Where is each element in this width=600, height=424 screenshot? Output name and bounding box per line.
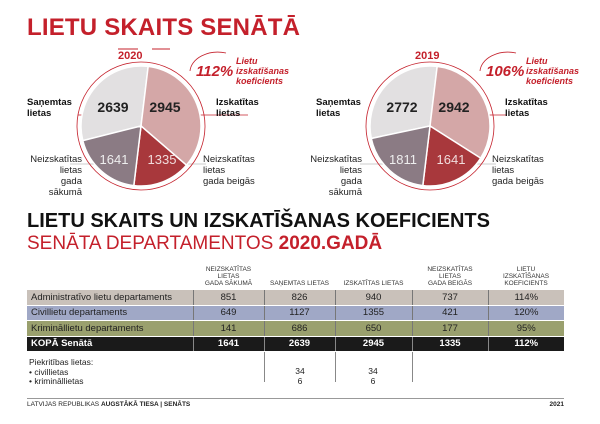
label-line: Saņemtas (27, 97, 72, 108)
pie-2019-label-received (316, 97, 361, 119)
label-line: koeficients (526, 76, 574, 86)
table-cell: 1641 (193, 336, 264, 352)
label-line: lietas (216, 108, 241, 119)
table-cell: 421 (412, 305, 488, 321)
header-line: GADA BEIGĀS (427, 280, 473, 287)
label-line: Neizskatītas (492, 154, 544, 165)
label-line: Izskatītas (216, 97, 259, 108)
table-cell: 1127 (264, 305, 335, 321)
note-divider (264, 352, 265, 382)
label-line: Neizskatītas (30, 154, 82, 165)
note-value: 6 (370, 375, 376, 386)
table-cell: 940 (335, 290, 412, 305)
label-line: Neizskatītas (203, 154, 255, 165)
table-cell: 2639 (264, 336, 335, 352)
label-line: lietas (316, 108, 341, 119)
table-cell-department: Administratīvo lietu departaments (27, 290, 193, 305)
pie-2019-processed-value: 2942 (438, 99, 470, 115)
pie-2019-year: 2019 (415, 50, 440, 62)
label-line: lietas (59, 165, 82, 176)
table-cell: 141 (193, 321, 264, 337)
header-line: LIETAS (439, 273, 461, 280)
table-cell: 2945 (335, 336, 412, 352)
pie-2020-start-value: 1641 (99, 152, 129, 167)
header-line: SAŅEMTAS LIETAS (270, 280, 329, 287)
label-line: gada sākumā (48, 176, 82, 198)
pie-2020-processed-value: 2945 (149, 99, 181, 115)
footer-publisher: LATVIJAS REPUBLIKAS (27, 401, 101, 408)
header-line: KOEFICIENTS (504, 280, 548, 287)
pie-2020-received-value: 2639 (97, 99, 129, 115)
label-line: lietas (27, 108, 52, 119)
table-subtitle (27, 233, 382, 255)
table-header-start (193, 266, 264, 290)
header-line: IZSKATĪŠANAS (502, 273, 550, 280)
note-divider (335, 352, 336, 382)
table-header-empty (27, 266, 193, 290)
header-line: IZSKATĪTAS LIETAS (343, 280, 404, 287)
pie-2019-label-processed (505, 97, 548, 119)
label-line: izskatīšanas (236, 66, 290, 76)
label-line: Neizskatītas (310, 154, 362, 165)
pie-2019-koef-label (526, 56, 579, 86)
label-line: lietas (492, 165, 515, 176)
table-cell-total-label: KOPĀ Senātā (27, 336, 193, 352)
note-item: • krimināllietas (29, 376, 84, 386)
note-item: • civillietas (29, 366, 69, 377)
table-row (27, 321, 564, 337)
table-cell: 112% (488, 336, 564, 352)
footer-page: 2021 (549, 401, 564, 408)
table-cell: 1355 (335, 305, 412, 321)
table-cell-department: Civillietu departaments (27, 305, 193, 321)
label-line: Lietu (236, 56, 258, 66)
table-title: LIETU SKAITS UN IZSKATĪŠANAS KOEFICIENTS (27, 210, 490, 232)
table-header-koef (488, 266, 564, 290)
table-header-row (27, 266, 564, 290)
pie-2019-start-value: 1811 (389, 152, 417, 167)
table-header-end (412, 266, 488, 290)
table-cell: 649 (193, 305, 264, 321)
table-cell: 737 (412, 290, 488, 305)
pie-2020-koef-pct: 112% (196, 63, 234, 80)
table-cell: 650 (335, 321, 412, 337)
label-line: Izskatītas (505, 97, 548, 108)
label-line: gada beigās (203, 176, 255, 187)
table-subtitle-year: 2020.GADĀ (278, 233, 383, 254)
pie-2019-koef-pct: 106% (486, 63, 525, 80)
note-value: 34 (295, 366, 305, 376)
pie-2019-label-end (492, 154, 544, 187)
table-cell-department: Krimināllietu departaments (27, 321, 193, 337)
label-line: izskatīšanas (526, 66, 580, 76)
note-divider (412, 352, 413, 382)
table-cell: 851 (193, 290, 264, 305)
pie-2019-received-value: 2772 (386, 99, 418, 115)
pie-2019-end-value: 1641 (436, 152, 466, 167)
label-line: lietas (203, 165, 226, 176)
table-header-received (264, 266, 335, 290)
header-line: LIETAS (217, 273, 240, 280)
table-cell: 177 (412, 321, 488, 337)
table-header-processed (335, 266, 412, 290)
table-row (27, 305, 564, 321)
note-processed (353, 367, 393, 386)
label-line: Saņemtas (316, 97, 361, 108)
table-cell: 826 (264, 290, 335, 305)
departments-table (27, 266, 564, 352)
label-line: gada beigās (492, 176, 544, 187)
note-value: 34 (368, 366, 378, 376)
label-line: Lietu (526, 56, 548, 66)
note-title: Piekritības lietas: (29, 357, 94, 367)
label-line: koeficients (236, 76, 284, 86)
header-line: NEIZSKATĪTAS (427, 266, 473, 273)
table-cell: 95% (488, 321, 564, 337)
header-line: GADA SĀKUMĀ (204, 280, 253, 287)
table-subtitle-prefix: SENĀTA DEPARTAMENTOS (27, 233, 279, 254)
footer (27, 398, 564, 408)
header-line: LIETU (516, 266, 536, 273)
label-line: lietas (339, 165, 362, 176)
label-line: gada sākumā (328, 176, 362, 198)
pie-2019-label-start (306, 154, 362, 198)
footer-institution: AUGSTĀKĀ TIESA | SENĀTS (100, 401, 191, 408)
table-row (27, 290, 564, 305)
table-cell: 686 (264, 321, 335, 337)
header-line: NEIZSKATĪTAS (205, 266, 252, 273)
table-total-row (27, 336, 564, 352)
table-cell: 120% (488, 305, 564, 321)
page-title: LIETU SKAITS SENĀTĀ (27, 14, 301, 41)
pie-2020-year: 2020 (118, 50, 143, 62)
note-received (280, 367, 320, 386)
note-value: 6 (297, 375, 303, 386)
jurisdiction-note (29, 358, 93, 387)
label-line: lietas (505, 108, 530, 119)
pie-2020-end-value: 1335 (147, 152, 177, 167)
table-cell: 114% (488, 290, 564, 305)
table-cell: 1335 (412, 336, 488, 352)
